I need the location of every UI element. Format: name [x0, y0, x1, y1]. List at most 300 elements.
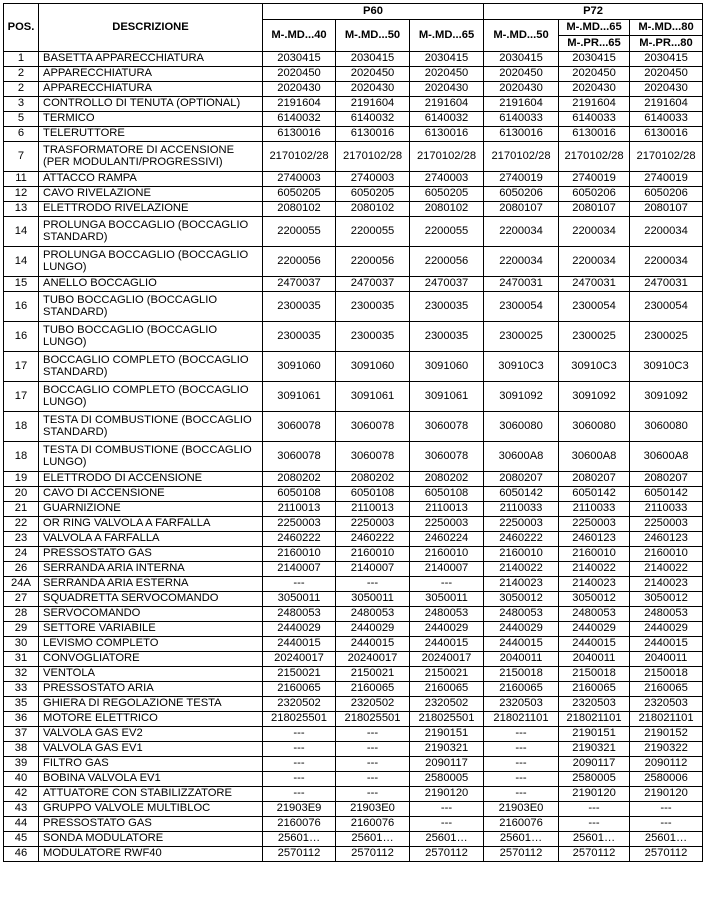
code-cell: 2200034	[630, 247, 703, 277]
code-cell: 2440029	[410, 622, 484, 637]
code-cell: 2300025	[630, 322, 703, 352]
code-cell: 2030415	[336, 52, 410, 67]
code-cell: 218021101	[484, 712, 559, 727]
code-cell: 2300035	[410, 292, 484, 322]
code-cell: 6050206	[484, 187, 559, 202]
group-p60-header: P60	[263, 4, 484, 20]
code-cell: 2320503	[484, 697, 559, 712]
code-cell: 6050108	[336, 487, 410, 502]
code-cell: 6050108	[410, 487, 484, 502]
pos-cell: 3	[4, 97, 39, 112]
code-cell: ---	[484, 727, 559, 742]
description-cell: TUBO BOCCAGLIO (BOCCAGLIO LUNGO)	[39, 322, 263, 352]
code-cell: ---	[336, 757, 410, 772]
code-cell: 2191604	[630, 97, 703, 112]
code-cell: 2300025	[484, 322, 559, 352]
pos-cell: 45	[4, 832, 39, 847]
code-cell: 6050142	[559, 487, 630, 502]
description-cell: ELETTRODO DI ACCENSIONE	[39, 472, 263, 487]
code-cell: ---	[336, 787, 410, 802]
table-header	[4, 4, 703, 52]
code-cell: 2300054	[630, 292, 703, 322]
code-cell: ---	[559, 802, 630, 817]
code-cell: 2080107	[559, 202, 630, 217]
description-cell: BOCCAGLIO COMPLETO (BOCCAGLIO LUNGO)	[39, 382, 263, 412]
code-cell: 2140023	[484, 577, 559, 592]
code-cell: 21903E9	[263, 802, 336, 817]
code-cell: 2110013	[410, 502, 484, 517]
table-row	[4, 247, 703, 277]
code-cell: 2140022	[630, 562, 703, 577]
code-cell: 2170102/28	[630, 142, 703, 172]
code-cell: 2480053	[336, 607, 410, 622]
parts-table	[3, 3, 703, 862]
pos-cell: 37	[4, 727, 39, 742]
description-cell: ANELLO BOCCAGLIO	[39, 277, 263, 292]
description-cell: PRESSOSTATO GAS	[39, 817, 263, 832]
pos-cell: 13	[4, 202, 39, 217]
code-cell: 3050011	[410, 592, 484, 607]
model-subheader: M-.PR...65	[559, 36, 630, 52]
table-row	[4, 802, 703, 817]
code-cell: 2191604	[559, 97, 630, 112]
description-cell: BOBINA VALVOLA EV1	[39, 772, 263, 787]
code-cell: 2570112	[410, 847, 484, 862]
code-cell: 2580006	[630, 772, 703, 787]
code-cell: 21903E0	[336, 802, 410, 817]
code-cell: 2160010	[559, 547, 630, 562]
code-cell: 2160010	[336, 547, 410, 562]
code-cell: 2160010	[484, 547, 559, 562]
code-cell: 6050206	[559, 187, 630, 202]
code-cell: 2580005	[559, 772, 630, 787]
code-cell: 2190120	[559, 787, 630, 802]
code-cell: 2080102	[336, 202, 410, 217]
table-row	[4, 577, 703, 592]
code-cell: 2040011	[484, 652, 559, 667]
code-cell: 25601…	[336, 832, 410, 847]
description-cell: PROLUNGA BOCCAGLIO (BOCCAGLIO LUNGO)	[39, 247, 263, 277]
code-cell: 218021101	[559, 712, 630, 727]
code-cell: 2140007	[263, 562, 336, 577]
table-row	[4, 67, 703, 82]
code-cell: ---	[410, 802, 484, 817]
pos-cell: 35	[4, 697, 39, 712]
code-cell: 25601…	[630, 832, 703, 847]
model-subheader: M-.PR...80	[630, 36, 703, 52]
pos-cell: 18	[4, 442, 39, 472]
code-cell: 2110033	[559, 502, 630, 517]
table-row	[4, 172, 703, 187]
code-cell: 2190322	[630, 742, 703, 757]
table-row	[4, 472, 703, 487]
pos-cell: 19	[4, 472, 39, 487]
pos-cell: 33	[4, 682, 39, 697]
code-cell: 2250003	[336, 517, 410, 532]
code-cell: 3060080	[630, 412, 703, 442]
code-cell: 2300035	[410, 322, 484, 352]
code-cell: 2440029	[559, 622, 630, 637]
code-cell: 2020430	[559, 82, 630, 97]
table-row	[4, 532, 703, 547]
code-cell: ---	[263, 787, 336, 802]
description-cell: LEVISMO COMPLETO	[39, 637, 263, 652]
table-row	[4, 277, 703, 292]
code-cell: 3060078	[410, 412, 484, 442]
description-cell: ELETTRODO RIVELAZIONE	[39, 202, 263, 217]
code-cell: 2250003	[410, 517, 484, 532]
code-cell: 2170102/28	[263, 142, 336, 172]
code-cell: 20240017	[263, 652, 336, 667]
code-cell: 2160010	[410, 547, 484, 562]
pos-cell: 2	[4, 82, 39, 97]
code-cell: 2020450	[263, 67, 336, 82]
code-cell: 2190151	[559, 727, 630, 742]
code-cell: 2440029	[263, 622, 336, 637]
code-cell: 2200055	[336, 217, 410, 247]
description-cell: TELERUTTORE	[39, 127, 263, 142]
table-row	[4, 217, 703, 247]
code-cell: 2160076	[336, 817, 410, 832]
code-cell: 2470031	[630, 277, 703, 292]
code-cell: 2140023	[559, 577, 630, 592]
code-cell: 2740019	[630, 172, 703, 187]
code-cell: 2480053	[559, 607, 630, 622]
description-cell: APPARECCHIATURA	[39, 82, 263, 97]
code-cell: 218025501	[410, 712, 484, 727]
code-cell: 3050012	[559, 592, 630, 607]
code-cell: 3060078	[263, 442, 336, 472]
table-row	[4, 292, 703, 322]
code-cell: 25601…	[410, 832, 484, 847]
description-cell: CAVO DI ACCENSIONE	[39, 487, 263, 502]
code-cell: 2200055	[263, 217, 336, 247]
code-cell: 218025501	[336, 712, 410, 727]
description-cell: CONTROLLO DI TENUTA (OPTIONAL)	[39, 97, 263, 112]
table-row	[4, 787, 703, 802]
code-cell: 2200056	[410, 247, 484, 277]
table-row	[4, 52, 703, 67]
table-row	[4, 712, 703, 727]
description-cell: VENTOLA	[39, 667, 263, 682]
code-cell: ---	[630, 802, 703, 817]
code-cell: 2300035	[263, 322, 336, 352]
pos-cell: 24	[4, 547, 39, 562]
code-cell: 2570112	[484, 847, 559, 862]
code-cell: 2190120	[630, 787, 703, 802]
pos-cell: 40	[4, 772, 39, 787]
code-cell: 2200056	[336, 247, 410, 277]
group-p72-header: P72	[484, 4, 703, 20]
pos-cell: 32	[4, 667, 39, 682]
table-row	[4, 97, 703, 112]
code-cell: ---	[263, 772, 336, 787]
code-cell: 2191604	[410, 97, 484, 112]
table-row	[4, 382, 703, 412]
code-cell: 2160076	[484, 817, 559, 832]
description-cell: PROLUNGA BOCCAGLIO (BOCCAGLIO STANDARD)	[39, 217, 263, 247]
table-row	[4, 112, 703, 127]
code-cell: 2150021	[410, 667, 484, 682]
table-row	[4, 517, 703, 532]
code-cell: 2140022	[559, 562, 630, 577]
pos-cell: 16	[4, 292, 39, 322]
description-cell: PRESSOSTATO GAS	[39, 547, 263, 562]
pos-cell: 28	[4, 607, 39, 622]
code-cell: 2020450	[484, 67, 559, 82]
table-row	[4, 412, 703, 442]
table-row	[4, 652, 703, 667]
pos-cell: 23	[4, 532, 39, 547]
code-cell: 2570112	[559, 847, 630, 862]
table-row	[4, 502, 703, 517]
table-row	[4, 82, 703, 97]
code-cell: 2740019	[484, 172, 559, 187]
pos-cell: 18	[4, 412, 39, 442]
code-cell: 2160010	[630, 547, 703, 562]
pos-cell: 20	[4, 487, 39, 502]
code-cell: 6140032	[336, 112, 410, 127]
description-cell: BASETTA APPARECCHIATURA	[39, 52, 263, 67]
code-cell: 2480053	[263, 607, 336, 622]
code-cell: 2140023	[630, 577, 703, 592]
code-cell: 2570112	[630, 847, 703, 862]
code-cell: 2160065	[559, 682, 630, 697]
description-cell: GHIERA DI REGOLAZIONE TESTA	[39, 697, 263, 712]
code-cell: 2320502	[263, 697, 336, 712]
code-cell: 3050011	[336, 592, 410, 607]
description-cell: CONVOGLIATORE	[39, 652, 263, 667]
code-cell: 6050205	[410, 187, 484, 202]
code-cell: 2140007	[410, 562, 484, 577]
code-cell: 2570112	[263, 847, 336, 862]
table-row	[4, 607, 703, 622]
description-cell: PRESSOSTATO ARIA	[39, 682, 263, 697]
code-cell: 2160065	[410, 682, 484, 697]
code-cell: 2160010	[263, 547, 336, 562]
code-cell: 6130016	[410, 127, 484, 142]
code-cell: 2440015	[484, 637, 559, 652]
code-cell: ---	[263, 757, 336, 772]
code-cell: 2460123	[630, 532, 703, 547]
code-cell: 2300035	[263, 292, 336, 322]
description-header: DESCRIZIONE	[39, 4, 263, 52]
pos-cell: 12	[4, 187, 39, 202]
code-cell: 2250003	[263, 517, 336, 532]
code-cell: 3091060	[263, 352, 336, 382]
pos-cell: 46	[4, 847, 39, 862]
code-cell: 2250003	[630, 517, 703, 532]
code-cell: 2200056	[263, 247, 336, 277]
code-cell: 2200034	[559, 217, 630, 247]
description-cell: CAVO RIVELAZIONE	[39, 187, 263, 202]
description-cell: TRASFORMATORE DI ACCENSIONE (PER MODULANTI/PROGRESSIVI)	[39, 142, 263, 172]
code-cell: 2460123	[559, 532, 630, 547]
code-cell: 2440015	[410, 637, 484, 652]
table-row	[4, 142, 703, 172]
code-cell: 30600A8	[559, 442, 630, 472]
code-cell: 6050205	[263, 187, 336, 202]
code-cell: 2170102/28	[559, 142, 630, 172]
code-cell: 2470031	[484, 277, 559, 292]
code-cell: 2160065	[336, 682, 410, 697]
code-cell: ---	[263, 577, 336, 592]
code-cell: 3050012	[484, 592, 559, 607]
code-cell: 2040011	[630, 652, 703, 667]
code-cell: ---	[336, 577, 410, 592]
code-cell: 30910C3	[559, 352, 630, 382]
description-cell: ATTACCO RAMPA	[39, 172, 263, 187]
code-cell: 2460222	[336, 532, 410, 547]
pos-cell: 21	[4, 502, 39, 517]
code-cell: 2150018	[559, 667, 630, 682]
code-cell: 2110033	[630, 502, 703, 517]
description-cell: BOCCAGLIO COMPLETO (BOCCAGLIO STANDARD)	[39, 352, 263, 382]
table-body	[4, 52, 703, 862]
table-row	[4, 772, 703, 787]
code-cell: ---	[410, 817, 484, 832]
pos-cell: 38	[4, 742, 39, 757]
code-cell: 3050011	[263, 592, 336, 607]
parts-list	[3, 3, 702, 862]
code-cell: 3091061	[410, 382, 484, 412]
code-cell: 2470031	[559, 277, 630, 292]
code-cell: 2080202	[410, 472, 484, 487]
pos-cell: 44	[4, 817, 39, 832]
code-cell: 3091060	[410, 352, 484, 382]
table-row	[4, 727, 703, 742]
model-header: M-.MD...65	[410, 20, 484, 52]
code-cell: 2470037	[410, 277, 484, 292]
code-cell: 2300025	[559, 322, 630, 352]
code-cell: 6130016	[484, 127, 559, 142]
table-row	[4, 127, 703, 142]
description-cell: GRUPPO VALVOLE MULTIBLOC	[39, 802, 263, 817]
code-cell: 3060078	[410, 442, 484, 472]
code-cell: 2150018	[484, 667, 559, 682]
table-row	[4, 667, 703, 682]
code-cell: 3091092	[630, 382, 703, 412]
code-cell: 3091061	[263, 382, 336, 412]
code-cell: 2020430	[630, 82, 703, 97]
pos-cell: 36	[4, 712, 39, 727]
code-cell: 2470037	[263, 277, 336, 292]
code-cell: 218021101	[630, 712, 703, 727]
code-cell: 2110033	[484, 502, 559, 517]
code-cell: 2080107	[484, 202, 559, 217]
code-cell: 6140032	[410, 112, 484, 127]
code-cell: 2440015	[263, 637, 336, 652]
table-row	[4, 832, 703, 847]
code-cell: 6050206	[630, 187, 703, 202]
code-cell: 2200034	[484, 217, 559, 247]
description-cell: VALVOLA GAS EV2	[39, 727, 263, 742]
code-cell: 2440029	[630, 622, 703, 637]
code-cell: 30910C3	[630, 352, 703, 382]
code-cell: 6050142	[630, 487, 703, 502]
code-cell: ---	[263, 742, 336, 757]
description-cell: SETTORE VARIABILE	[39, 622, 263, 637]
code-cell: 6130016	[263, 127, 336, 142]
code-cell: ---	[484, 757, 559, 772]
description-cell: SERRANDA ARIA ESTERNA	[39, 577, 263, 592]
pos-cell: 31	[4, 652, 39, 667]
code-cell: 2480053	[484, 607, 559, 622]
code-cell: 2080102	[263, 202, 336, 217]
code-cell: 2470037	[336, 277, 410, 292]
code-cell: ---	[336, 742, 410, 757]
description-cell: SERVOCOMANDO	[39, 607, 263, 622]
code-cell: 2740003	[263, 172, 336, 187]
code-cell: 2300035	[336, 322, 410, 352]
table-row	[4, 622, 703, 637]
pos-cell: 43	[4, 802, 39, 817]
code-cell: ---	[484, 772, 559, 787]
pos-cell: 17	[4, 382, 39, 412]
table-row	[4, 742, 703, 757]
pos-cell: 15	[4, 277, 39, 292]
model-header: M-.MD...50	[336, 20, 410, 52]
code-cell: 6140032	[263, 112, 336, 127]
code-cell: 2030415	[630, 52, 703, 67]
code-cell: 2020450	[630, 67, 703, 82]
code-cell: ---	[484, 787, 559, 802]
code-cell: 3060080	[559, 412, 630, 442]
table-row	[4, 202, 703, 217]
description-cell: ATTUATORE CON STABILIZZATORE	[39, 787, 263, 802]
code-cell: 2740003	[410, 172, 484, 187]
code-cell: 2190321	[410, 742, 484, 757]
code-cell: 2030415	[263, 52, 336, 67]
code-cell: 2440015	[559, 637, 630, 652]
code-cell: 2160076	[263, 817, 336, 832]
code-cell: 2740019	[559, 172, 630, 187]
code-cell: ---	[410, 577, 484, 592]
code-cell: 2440015	[630, 637, 703, 652]
table-row	[4, 592, 703, 607]
table-row	[4, 442, 703, 472]
code-cell: 6050108	[263, 487, 336, 502]
pos-cell: 26	[4, 562, 39, 577]
code-cell: 2250003	[484, 517, 559, 532]
code-cell: 30600A8	[484, 442, 559, 472]
code-cell: 30910C3	[484, 352, 559, 382]
code-cell: 2090117	[559, 757, 630, 772]
description-cell: FILTRO GAS	[39, 757, 263, 772]
code-cell: 2170102/28	[484, 142, 559, 172]
code-cell: 218025501	[263, 712, 336, 727]
code-cell: 2440015	[336, 637, 410, 652]
code-cell: 20240017	[410, 652, 484, 667]
code-cell: ---	[263, 727, 336, 742]
code-cell: 2191604	[263, 97, 336, 112]
table-row	[4, 562, 703, 577]
description-cell: TERMICO	[39, 112, 263, 127]
description-cell: OR RING VALVOLA A FARFALLA	[39, 517, 263, 532]
code-cell: 2300035	[336, 292, 410, 322]
code-cell: 2150021	[263, 667, 336, 682]
code-cell: 2440029	[336, 622, 410, 637]
pos-cell: 24A	[4, 577, 39, 592]
pos-cell: 29	[4, 622, 39, 637]
table-row	[4, 697, 703, 712]
code-cell: 3060078	[336, 412, 410, 442]
model-header: M-.MD...80	[630, 20, 703, 36]
pos-cell: 22	[4, 517, 39, 532]
code-cell: 2200034	[630, 217, 703, 247]
code-cell: 2140007	[336, 562, 410, 577]
code-cell: 2190321	[559, 742, 630, 757]
